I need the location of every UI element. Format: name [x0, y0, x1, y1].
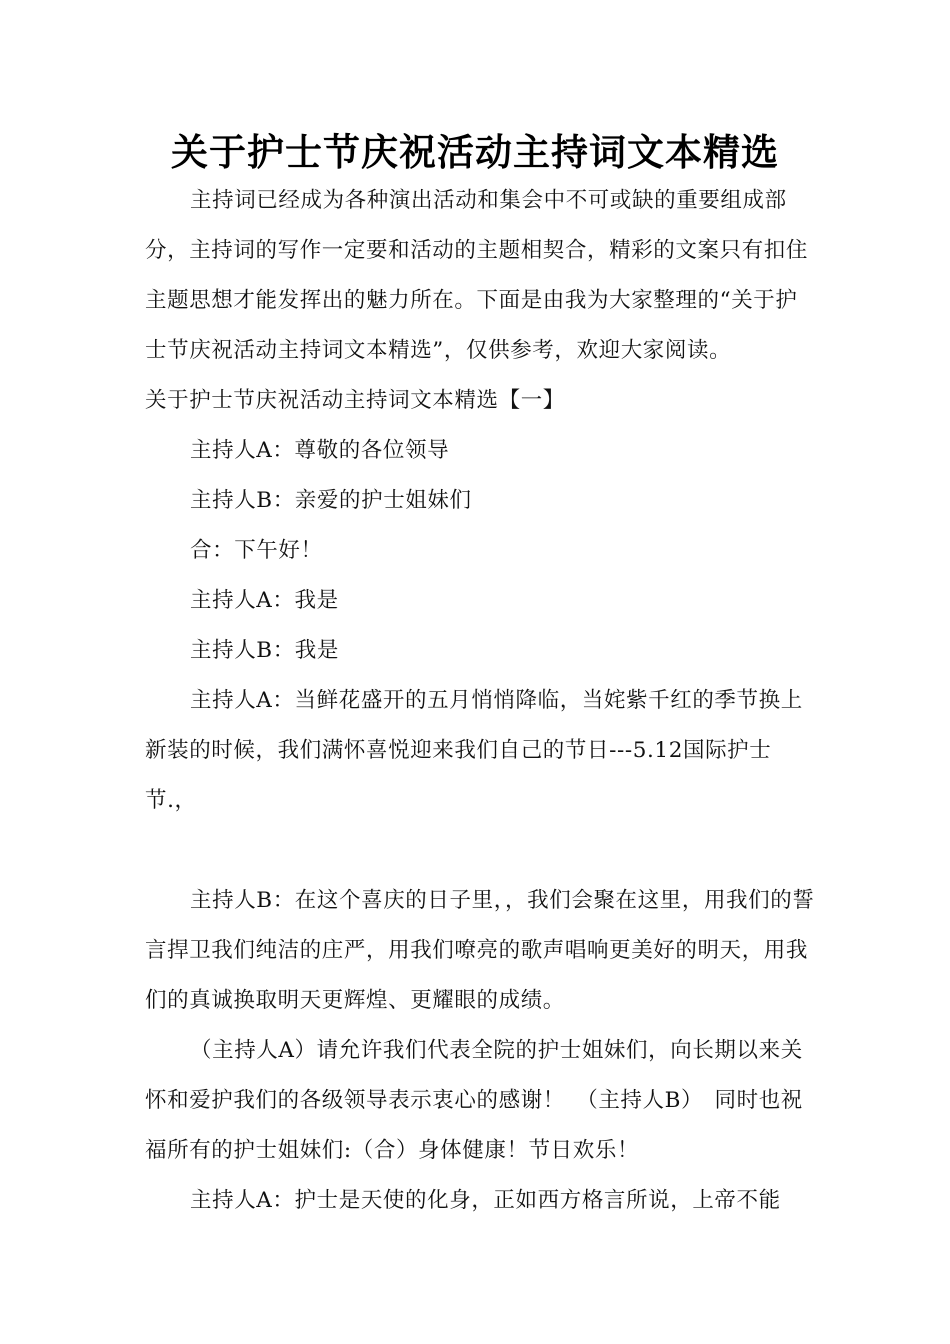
section-heading: 关于护士节庆祝活动主持词文本精选【一】: [145, 388, 565, 413]
intro-paragraph: 主持词已经成为各种演出活动和集会中不可或缺的重要组成部分，主持词的写作一定要和活动的主题相契合，精彩的文案只有扣住主题思想才能发挥出的魅力所在。下面是由我为大家整理的“关于护士节庆祝活动主持词文本精选”，仅供参考，欢迎大家阅读。: [145, 188, 809, 363]
script-line: 主持人A：我是: [190, 588, 339, 613]
document-body: [145, 176, 815, 1226]
script-line: 主持人B：我是: [190, 638, 340, 663]
script-line: 合：下午好！: [190, 538, 323, 563]
script-line: 主持人B：亲爱的护士姐妹们: [190, 488, 472, 513]
script-line: 主持人A：尊敬的各位领导: [190, 438, 450, 463]
script-line: （主持人A）请允许我们代表全院的护士姐妹们，向长期以来关怀和爱护我们的各级领导表示衷心的感谢！ （主持人B） 同时也祝福所有的护士姐妹们:（合）身体健康！节日欢乐！: [145, 1038, 803, 1163]
script-line: 主持人A：护士是天使的化身，正如西方格言所说，上帝不能: [190, 1188, 781, 1213]
script-line: 主持人B：在这个喜庆的日子里，，我们会聚在这里，用我们的誓言捍卫我们纯洁的庄严，用我们嘹亮的歌声唱响更美好的明天，用我们的真诚换取明天更辉煌、更耀眼的成绩。: [145, 888, 815, 1013]
paragraph-gap: [145, 826, 815, 876]
script-line: 主持人A：当鲜花盛开的五月悄悄降临，当姹紫千红的季节换上新装的时候，我们满怀喜悦迎来我们自己的节日---5.12国际护士节.，: [145, 688, 803, 813]
document-title: 关于护士节庆祝活动主持词文本精选: [171, 131, 779, 174]
